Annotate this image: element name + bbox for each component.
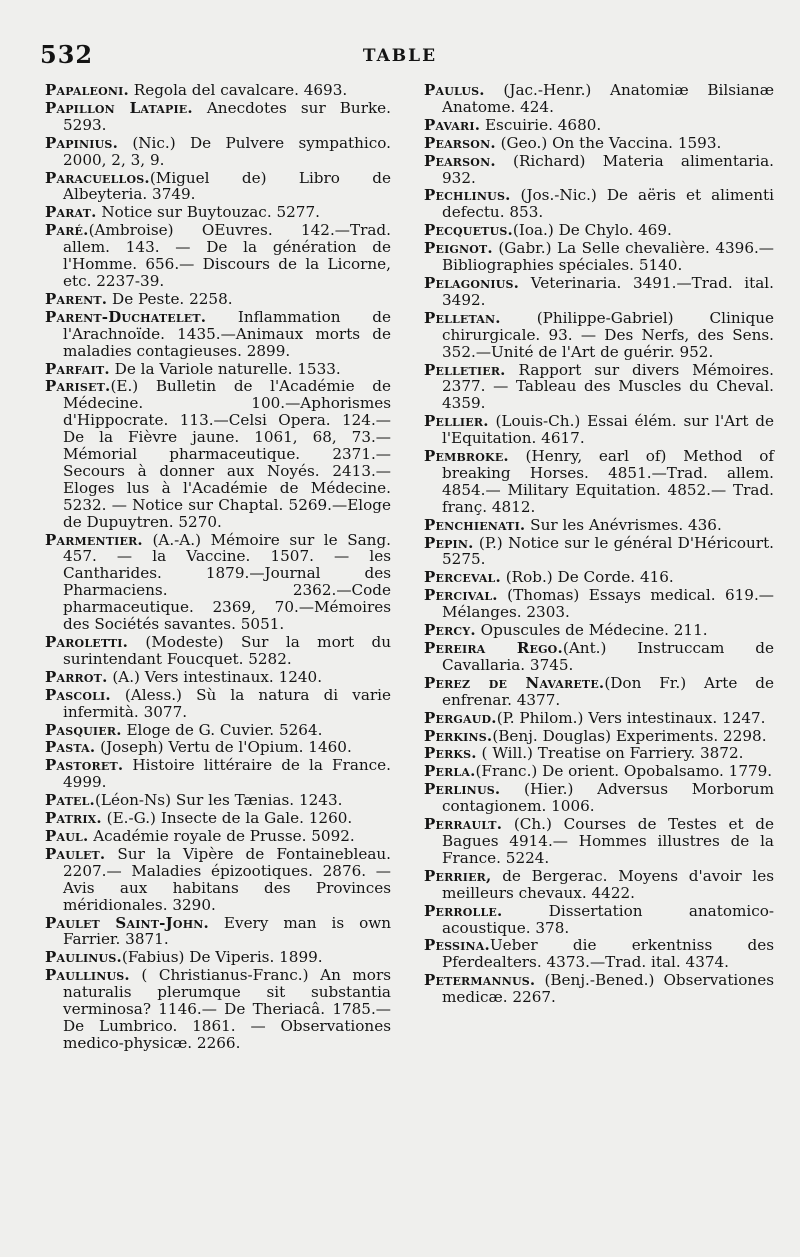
index-entry <box>424 82 774 116</box>
entry-text: Anecdotes sur Burke. 5293. <box>63 98 391 134</box>
entry-text: ( Christianus-Franc.) An mors naturalis plerumque sit substantia verminosa? 1146.— De Theriacâ. 1785.— De Lumbrico. 1861. — Observationes medico-physicæ. 2266. <box>63 966 391 1052</box>
author-name: Pepin. <box>424 533 474 552</box>
index-entry <box>45 634 391 668</box>
entry-text: Sur les Anévrismes. 436. <box>525 515 722 534</box>
entry-text: Sur la Vipère de Fontainebleau. 2207.— Maladies épizootiques. 2876. — Avis aux habitans des Provinces méridionales. 3290. <box>63 844 391 914</box>
index-entry <box>45 757 391 791</box>
index-entry <box>424 816 774 867</box>
index-entry <box>424 710 774 727</box>
author-name: Perkins. <box>424 726 493 745</box>
index-entry <box>424 275 774 309</box>
index-entry <box>45 82 391 99</box>
entry-text: (Joseph) Vertu de l'Opium. 1460. <box>95 738 352 757</box>
entry-text: (Ambroise) OEuvres. 142.—Trad. allem. 143. — De la génération de l'Homme. 656.— Discours de la Licorne, etc. 2237-39. <box>63 221 391 290</box>
author-name: Pellier. <box>424 412 489 431</box>
author-name: Paulus. <box>424 81 485 99</box>
index-entry <box>45 915 391 949</box>
author-name: Paul. <box>45 826 89 845</box>
entry-text: (Don Fr.) Arte de enfrenar. 4377. <box>442 673 774 709</box>
index-entry <box>45 828 391 845</box>
author-name: Peignot. <box>424 239 493 258</box>
left-column <box>45 82 391 1053</box>
entry-text: (Richard) Materia alimentaria. 932. <box>442 151 774 187</box>
author-name: Pecquetus. <box>424 221 513 240</box>
entry-text: (Jos.-Nic.) De aëris et alimenti defectu. 853. <box>442 186 774 222</box>
index-entry <box>424 517 774 534</box>
entry-text: Every man is own Farrier. 3871. <box>63 913 391 949</box>
author-name: Parrot. <box>45 667 108 686</box>
index-entry <box>45 967 391 1052</box>
entry-text: (Léon-Ns) Sur les Tænias. 1243. <box>94 791 343 810</box>
entry-text: (Gabr.) La Selle chevalière. 4396.—Bibliographies spéciales. 5140. <box>442 239 774 275</box>
index-entry <box>45 687 391 721</box>
author-name: Pearson. <box>424 151 496 170</box>
author-name: Paullinus. <box>45 966 130 985</box>
author-name: Paulinus. <box>45 948 122 967</box>
entry-text: Ueber die erkentniss des Pferdealters. 4373.—Trad. ital. 4374. <box>442 936 774 972</box>
index-entry <box>424 745 774 762</box>
author-name: Parent-Duchatelet. <box>45 307 207 326</box>
entry-text: (Ant.) Instruccam de Cavallaria. 3745. <box>442 639 774 674</box>
index-entry <box>45 309 391 360</box>
author-name: Parfait. <box>45 359 110 378</box>
author-name: Papinius. <box>45 133 118 152</box>
index-entry <box>424 448 774 516</box>
author-name: Pelletier. <box>424 360 506 379</box>
page-number: 532 <box>40 40 94 69</box>
author-name: Pearson. <box>424 133 496 152</box>
entry-text: Eloge de G. Cuvier. 5264. <box>121 720 323 739</box>
entry-text: De la Variole naturelle. 1533. <box>109 359 341 378</box>
index-entry <box>424 781 774 815</box>
entry-text: (Franc.) De orient. Opobalsamo. 1779. <box>475 762 773 781</box>
index-entry <box>45 532 391 633</box>
index-entry <box>45 739 391 756</box>
index-entry <box>45 378 391 530</box>
entry-text: (Geo.) On the Vaccina. 1593. <box>495 133 722 152</box>
author-name: Papaleoni. <box>45 81 129 99</box>
author-name: Perks. <box>424 744 477 763</box>
author-name: Paré. <box>45 221 89 240</box>
entry-text: (A.-A.) Mémoire sur le Sang. 457. — la Vaccine. 1507. — les Cantharides. 1879.—Journal des Pharmaciens. 2362.—Code pharmaceutique. 2369, 70.—Mémoires des Sociétés savantes. 5051. <box>63 530 391 634</box>
index-entry <box>45 846 391 914</box>
entry-text: (P.) Notice sur le général D'Héricourt. 5275. <box>442 533 774 569</box>
author-name: Perlinus. <box>424 780 501 799</box>
index-entry <box>45 170 391 204</box>
index-entry <box>424 675 774 709</box>
author-name: Pembroke. <box>424 447 509 466</box>
author-name: Perez de Navarete. <box>424 673 605 692</box>
index-entry <box>424 153 774 187</box>
author-name: Papillon Latapie. <box>45 98 193 117</box>
index-entry <box>424 868 774 902</box>
entry-text: Veterinaria. 3491.—Trad. ital. 3492. <box>442 273 774 309</box>
index-entry <box>424 640 774 674</box>
entry-text: Regola del cavalcare. 4693. <box>128 81 348 99</box>
author-name: Pessina. <box>424 936 490 955</box>
index-entry <box>424 310 774 361</box>
index-entry <box>424 569 774 586</box>
index-entry <box>45 722 391 739</box>
entry-text: (Benj. Douglas) Experiments. 2298. <box>492 726 767 745</box>
index-entry <box>424 362 774 413</box>
author-name: Parent. <box>45 289 108 308</box>
author-name: Pelletan. <box>424 308 501 327</box>
author-name: Parmentier. <box>45 530 143 549</box>
entry-text: (P. Philom.) Vers intestinaux. 1247. <box>496 708 766 727</box>
entry-text: (Aless.) Sù la natura di varie infermità. 3077. <box>63 685 391 721</box>
entry-text: (Hier.) Adversus Morborum contagionem. 1006. <box>442 780 774 816</box>
author-name: Perrier, <box>424 866 492 885</box>
author-name: Percy. <box>424 621 476 640</box>
author-name: Penchienati. <box>424 515 526 534</box>
index-entry <box>45 222 391 290</box>
author-name: Paulet Saint-John. <box>45 913 209 932</box>
author-name: Pastoret. <box>45 756 124 775</box>
entry-text: (Miguel de) Libro de Albeyteria. 3749. <box>63 168 391 204</box>
author-name: Pechlinus. <box>424 186 511 205</box>
entry-text: (Fabius) De Viperis. 1899. <box>121 948 323 967</box>
author-name: Perrolle. <box>424 901 503 920</box>
entry-text: (E.) Bulletin de l'Académie de Médecine. 100.—Aphorismes d'Hippocrate. 113.—Celsi Opera. 124.—De la Fièvre jaune. 1061, 68, 73.—Mémorial pharmaceutique. 2371.—Secours à donner aux Noyés. 2413.—Eloges lus à l'Académie de Médecine. 5232. — Notice sur Chaptal. 5269.—Eloge de Dupuytren. 5270. <box>63 377 391 531</box>
entry-text: (Jac.-Henr.) Anatomiæ Bilsianæ Anatome. 424. <box>442 81 774 116</box>
author-name: Patel. <box>45 791 95 810</box>
entry-text: (Ioa.) De Chylo. 469. <box>512 221 672 240</box>
index-entry <box>424 587 774 621</box>
index-entry <box>424 535 774 569</box>
entry-text: (Thomas) Essays medical. 619.—Mélanges. 2303. <box>442 586 774 622</box>
entry-text: (Ch.) Courses de Testes et de Bagues 4914.— Hommes illustres de la France. 5224. <box>442 815 774 867</box>
author-name: Pasquier. <box>45 720 122 739</box>
index-entry <box>45 810 391 827</box>
author-name: Parat. <box>45 203 97 222</box>
index-entry <box>45 361 391 378</box>
index-entry <box>45 949 391 966</box>
index-entry <box>424 240 774 274</box>
entry-text: de Bergerac. Moyens d'avoir les meilleurs chevaux. 4422. <box>442 866 774 902</box>
entry-text: (E.-G.) Insecte de la Gale. 1260. <box>101 809 353 828</box>
author-name: Percival. <box>424 586 498 605</box>
entry-text: (Rob.) De Corde. 416. <box>500 568 674 587</box>
entry-text: (Benj.-Bened.) Observationes medicæ. 2267. <box>442 971 774 1007</box>
entry-text: (Philippe-Gabriel) Clinique chirurgicale. 93. — Des Nerfs, des Sens. 352.—Unité de l'Art de guérir. 952. <box>442 308 774 361</box>
index-entry <box>424 622 774 639</box>
index-entry <box>424 972 774 1006</box>
entry-text: De Peste. 2258. <box>107 289 233 308</box>
index-entry <box>424 937 774 971</box>
entry-text: Notice sur Buytouzac. 5277. <box>96 203 320 222</box>
entry-text: Histoire littéraire de la France. 4999. <box>63 756 391 792</box>
entry-text: Rapport sur divers Mémoires. 2377. — Tableau des Muscles du Cheval. 4359. <box>442 360 774 413</box>
author-name: Pelagonius. <box>424 273 520 292</box>
index-entry <box>424 413 774 447</box>
entry-text: (A.) Vers intestinaux. 1240. <box>107 667 323 686</box>
author-name: Pascoli. <box>45 685 111 704</box>
entry-text: (Nic.) De Pulvere sympathico. 2000, 2, 3, 9. <box>63 133 391 169</box>
entry-text: Académie royale de Prusse. 5092. <box>88 826 355 845</box>
author-name: Pasta. <box>45 738 96 757</box>
index-entry <box>45 669 391 686</box>
index-entry <box>424 728 774 745</box>
index-entry <box>45 291 391 308</box>
index-entry <box>424 903 774 937</box>
author-name: Pereira Rego. <box>424 639 563 657</box>
author-name: Petermannus. <box>424 971 536 990</box>
author-name: Pariset. <box>45 377 111 396</box>
author-name: Paroletti. <box>45 633 129 651</box>
author-name: Pavari. <box>424 115 481 134</box>
entry-text: Inflammation de l'Arachnoïde. 1435.—Animaux morts de maladies contagieuses. 2899. <box>63 307 391 360</box>
index-entry <box>424 222 774 239</box>
author-name: Perla. <box>424 762 476 781</box>
author-name: Perrault. <box>424 815 503 834</box>
author-name: Paulet. <box>45 844 106 863</box>
index-entry <box>424 117 774 134</box>
author-name: Paracuellos. <box>45 168 150 187</box>
entry-text: Dissertation anatomico-acoustique. 378. <box>442 901 774 937</box>
index-entry <box>424 187 774 221</box>
entry-text: ( Will.) Treatise on Farriery. 3872. <box>476 744 744 763</box>
entry-text: (Modeste) Sur la mort du surintendant Foucquet. 5282. <box>63 633 391 668</box>
author-name: Patrix. <box>45 809 102 828</box>
running-title: TABLE <box>362 46 438 66</box>
index-entry <box>45 135 391 169</box>
author-name: Perceval. <box>424 568 501 587</box>
entry-text: Escuirie. 4680. <box>480 115 602 134</box>
index-entry <box>424 135 774 152</box>
right-column <box>424 82 774 1007</box>
entry-text: (Louis-Ch.) Essai élém. sur l'Art de l'Equitation. 4617. <box>442 412 774 448</box>
entry-text: (Henry, earl of) Method of breaking Horses. 4851.—Trad. allem. 4854.— Military Equitation. 4852.— Trad. franç. 4812. <box>442 447 774 516</box>
author-name: Pergaud. <box>424 708 497 727</box>
entry-text: Opuscules de Médecine. 211. <box>475 621 708 640</box>
index-entry <box>424 763 774 780</box>
index-entry <box>45 204 391 221</box>
index-entry <box>45 792 391 809</box>
index-entry <box>45 100 391 134</box>
